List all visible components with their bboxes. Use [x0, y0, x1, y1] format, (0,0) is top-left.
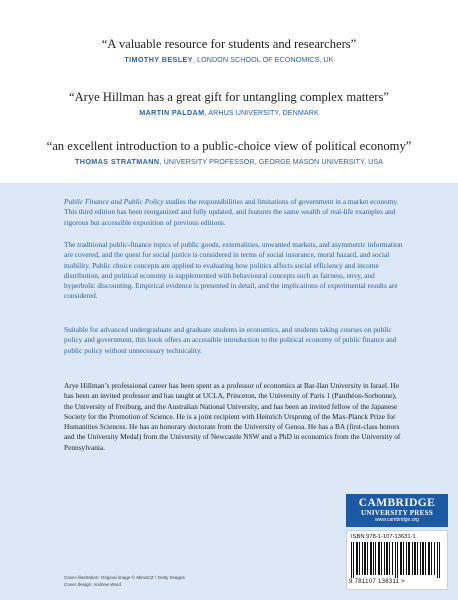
endorser-affiliation: , LONDON SCHOOL OF ECONOMICS, UK — [192, 55, 334, 64]
endorsement-2 — [0, 90, 458, 117]
endorsement-quote: “Arye Hillman has a great gift for untangling complex matters” — [69, 90, 389, 104]
blurb-paragraph-1: Public Finance and Public Policy studies the responsibilities and limitations of government in a market economy. This third edition has been reorganized and fully updated, and features the same wealth of real-life examples and rigorous but accessible exposition of previous editions. — [64, 197, 399, 227]
cover-design-credit: Cover design: Andrew Ward — [64, 582, 122, 587]
isbn-barcode-box — [346, 530, 448, 590]
endorsement-attribution — [0, 108, 458, 117]
publisher-url: www.cambridge.org — [375, 517, 419, 523]
publisher-subtitle: UNIVERSITY PRESS — [360, 509, 434, 517]
barcode-icon — [351, 542, 445, 578]
endorser-name: TIMOTHY BESLEY — [124, 55, 193, 64]
blurb-paragraph-2: The traditional public-finance topics of public goods, externalities, unwanted markets, and asymmetric information are covered, and the quest for social justice is considered in terms of social insurance, moral hazard, and social mobility. Public choice concepts are applied to evaluating how politics affects social efficiency and income distribution, and political economy is supplemented with behavioural concepts such as fairness, envy, and hyperbolic discounting. Empirical evidence is presented in detail, and the implications of experimental results are considered. — [64, 240, 403, 301]
endorsement-1 — [0, 37, 458, 64]
endorser-name: THOMAS STRATMANN — [74, 157, 160, 166]
barcode-digits: 9 781107 136311 > — [349, 579, 406, 585]
publisher-logo — [346, 494, 448, 527]
endorsement-attribution — [0, 55, 458, 64]
endorsement-quote: “A valuable resource for students and researchers” — [101, 37, 357, 51]
blurb-paragraph-3: Suitable for advanced undergraduate and graduate students in economics, and students taking courses on public policy and government, this book offers an accessible introduction to the political economy of public finance and public policy without unnecessary technicality. — [64, 325, 397, 355]
book-title: Public Finance and Public Policy — [64, 197, 164, 206]
endorser-affiliation: , ARHUS UNIVERSITY, DENMARK — [204, 108, 319, 117]
endorser-name: MARTIN PALDAM — [139, 108, 205, 117]
isbn-label: ISBN 978-1-107-13631-1 — [351, 534, 416, 540]
endorsement-quote: “an excellent introduction to a public-choice view of political economy” — [46, 139, 412, 153]
author-biography: Arye Hillman’s professional career has been spent as a professor of economics at Bar-Ilan University in Israel. He has been an invited professor and has taught at UCLA, Princeton, the University of Paris 1 (Panthéon-Sorbonne), the University of Freiburg, and the Australian National University, and has been an invited fellow of the Japanese Society for the Promotion of Science. He is a joint recipient with Heinrich Ursprung of the Max-Planck Prize for Humanities Sciences. He has an honorary doctorate from the University of Genoa. He has a BA (first-class honors and the University Medal) from the University of Newcastle NSW and a PhD in economics from the University of Pennsylvania. — [64, 381, 401, 452]
endorsement-attribution — [0, 157, 458, 166]
cover-illustration-credit: Cover illustration: Original image © MimaCZ / Getty Images — [64, 575, 185, 580]
endorsements-section — [0, 0, 458, 183]
endorsement-3 — [0, 139, 458, 166]
endorser-affiliation: , UNIVERSITY PROFESSOR, GEORGE MASON UNIVERSITY, USA — [159, 157, 384, 166]
publisher-name: CAMBRIDGE — [358, 497, 436, 509]
